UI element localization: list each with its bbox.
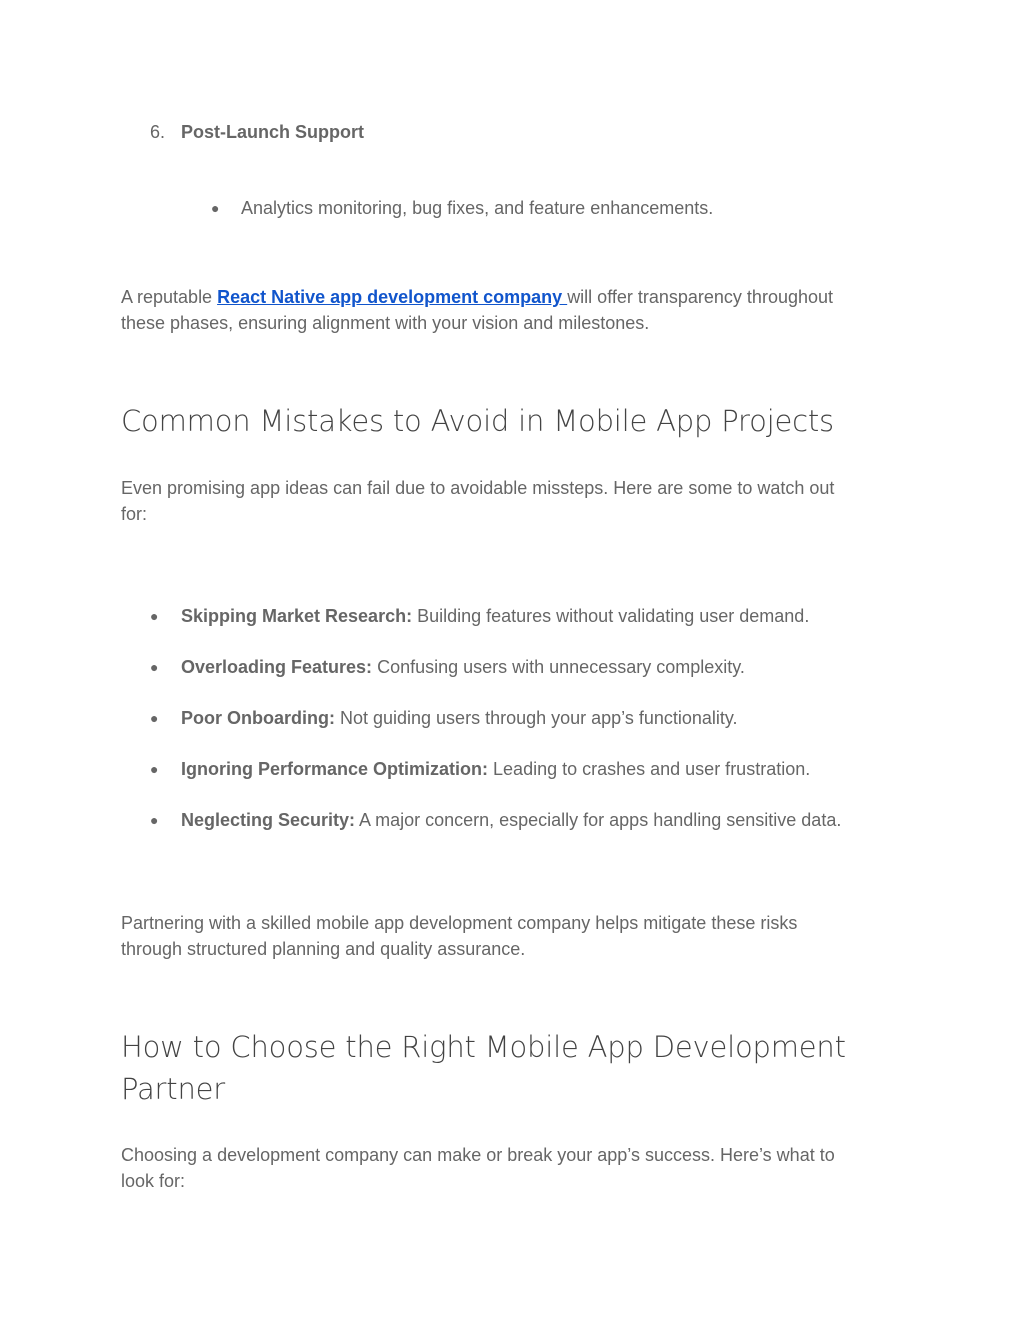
paragraph-text: will offer transparency throughout bbox=[567, 287, 834, 307]
numbered-item-title: Post-Launch Support bbox=[181, 122, 364, 142]
list-item-text: Not guiding users through your app’s functionality. bbox=[334, 708, 738, 728]
section-heading-mistakes: Common Mistakes to Avoid in Mobile App Projects bbox=[121, 404, 834, 438]
list-item-label: Skipping Market Research: bbox=[181, 606, 413, 626]
list-item bbox=[150, 756, 910, 782]
paragraph-react-native bbox=[121, 284, 921, 336]
list-item bbox=[150, 807, 910, 833]
list-item-label: Neglecting Security: bbox=[181, 810, 356, 830]
section-heading-partner bbox=[121, 1026, 846, 1110]
list-number: 6. bbox=[150, 122, 166, 142]
list-item-label: Ignoring Performance Optimization: bbox=[181, 759, 489, 779]
paragraph-text: Partnering with a skilled mobile app development company helps mitigate these risks bbox=[121, 913, 798, 933]
paragraph-text: A reputable bbox=[121, 287, 218, 307]
bullet-marker: ● bbox=[150, 608, 159, 624]
list-item bbox=[150, 603, 910, 629]
mistakes-closing bbox=[121, 910, 921, 962]
heading-line: Partner bbox=[121, 1072, 225, 1106]
paragraph-text: look for: bbox=[121, 1171, 186, 1191]
sub-bullet-text: Analytics monitoring, bug fixes, and feature enhancements. bbox=[241, 198, 714, 218]
paragraph-text: Even promising app ideas can fail due to avoidable missteps. Here are some to watch out bbox=[121, 478, 835, 498]
list-item bbox=[150, 705, 910, 731]
bullet-marker: ● bbox=[150, 761, 159, 777]
bullet-marker: ● bbox=[211, 200, 220, 216]
list-item-text: A major concern, especially for apps handling sensitive data. bbox=[355, 810, 842, 830]
list-item-label: Poor Onboarding: bbox=[181, 708, 335, 728]
list-item bbox=[150, 654, 910, 680]
mistakes-intro bbox=[121, 475, 921, 527]
list-item-label: Overloading Features: bbox=[181, 657, 373, 677]
bullet-marker: ● bbox=[150, 812, 159, 828]
heading-line: How to Choose the Right Mobile App Development bbox=[121, 1030, 846, 1064]
paragraph-text: these phases, ensuring alignment with your vision and milestones. bbox=[121, 313, 650, 333]
list-item-text: Leading to crashes and user frustration. bbox=[488, 759, 811, 779]
paragraph-text: for: bbox=[121, 504, 148, 524]
partner-intro bbox=[121, 1142, 921, 1194]
react-native-company-link[interactable]: React Native app development company bbox=[217, 287, 568, 307]
paragraph-text: Choosing a development company can make or break your app’s success. Here’s what to bbox=[121, 1145, 835, 1165]
list-item-text: Building features without validating user demand. bbox=[412, 606, 810, 626]
bullet-marker: ● bbox=[150, 710, 159, 726]
paragraph-text: through structured planning and quality assurance. bbox=[121, 939, 526, 959]
list-item-text: Confusing users with unnecessary complexity. bbox=[372, 657, 745, 677]
bullet-marker: ● bbox=[150, 659, 159, 675]
